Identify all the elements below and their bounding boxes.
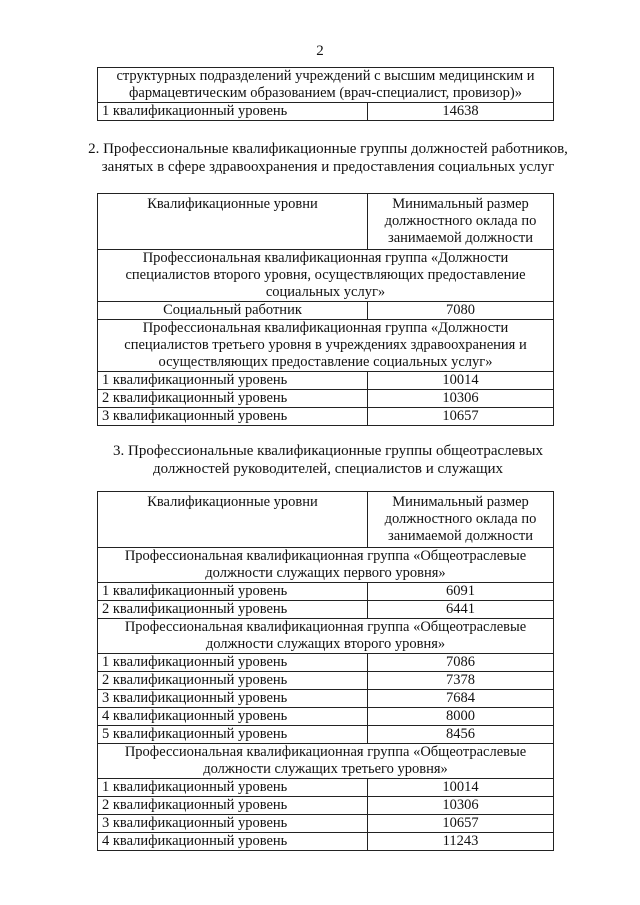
- level-cell: 3 квалификационный уровень: [98, 408, 368, 426]
- table-row: [98, 583, 554, 601]
- salary-cell: 7684: [368, 690, 554, 708]
- table-row: [98, 708, 554, 726]
- salary-cell: 7378: [368, 672, 554, 690]
- table-row: [98, 690, 554, 708]
- text-line: Профессиональная квалификационная группа «Общеотраслевые: [124, 619, 527, 635]
- table-row: [98, 372, 554, 390]
- level-cell: 1 квалификационный уровень: [98, 779, 368, 797]
- level-cell: Социальный работник: [98, 302, 368, 320]
- salary-cell: 7086: [368, 654, 554, 672]
- salary-cell: 8000: [368, 708, 554, 726]
- text-line: 2. Профессиональные квалификационные группы должностей работников,: [88, 141, 568, 157]
- table-row: [98, 619, 554, 654]
- salary-cell: 10657: [368, 408, 554, 426]
- text-line: должности служащих третьего уровня»: [203, 761, 448, 777]
- salary-cell: 10014: [368, 779, 554, 797]
- table-row: [98, 408, 554, 426]
- salary-cell: 11243: [368, 833, 554, 851]
- text-line: должностей руководителей, специалистов и служащих: [152, 461, 504, 477]
- text-line: занятых в сфере здравоохранения и предоставления социальных услуг: [101, 159, 555, 175]
- level-cell: 3 квалификационный уровень: [98, 815, 368, 833]
- table-row: [98, 320, 554, 372]
- table-continuation: [97, 67, 554, 121]
- table-header-row: [98, 492, 554, 548]
- table-row: [98, 601, 554, 619]
- column-header-levels: Квалификационные уровни: [98, 194, 368, 250]
- page-number: 2: [316, 43, 324, 59]
- text-line: должности служащих второго уровня»: [205, 636, 446, 652]
- text-line: специалистов третьего уровня в учреждениях здравоохранения и: [124, 337, 527, 353]
- table-row: [98, 103, 554, 121]
- salary-cell: 10306: [368, 797, 554, 815]
- salary-cell: 10014: [368, 372, 554, 390]
- group-header-cell: [98, 548, 554, 583]
- text-line: должности служащих первого уровня»: [205, 565, 446, 581]
- text-line: Профессиональная квалификационная группа «Общеотраслевые: [124, 744, 527, 760]
- column-header-salary: [368, 194, 554, 250]
- column-header-salary: [368, 492, 554, 548]
- level-cell: 4 квалификационный уровень: [98, 708, 368, 726]
- text-line: фармацевтическим образованием (врач-специалист, провизор)»: [129, 85, 522, 101]
- level-cell: 2 квалификационный уровень: [98, 797, 368, 815]
- level-cell: 1 квалификационный уровень: [98, 372, 368, 390]
- table-row: [98, 302, 554, 320]
- level-cell: 2 квалификационный уровень: [98, 390, 368, 408]
- text-line: Профессиональная квалификационная группа «Общеотраслевые: [124, 548, 527, 564]
- text-line: Минимальный размер: [392, 494, 529, 510]
- text-line: специалистов второго уровня, осуществляющих предоставление: [125, 267, 526, 283]
- level-cell: 3 квалификационный уровень: [98, 690, 368, 708]
- text-line: структурных подразделений учреждений с высшим медицинским и: [116, 68, 535, 84]
- column-header-levels: Квалификационные уровни: [98, 492, 368, 548]
- table-row: [98, 654, 554, 672]
- level-cell: 5 квалификационный уровень: [98, 726, 368, 744]
- group-header-cell: [98, 250, 554, 302]
- text-line: занимаемой должности: [387, 230, 534, 246]
- table-row: [98, 68, 554, 103]
- text-line: должностного оклада по: [384, 213, 537, 229]
- salary-cell: 10657: [368, 815, 554, 833]
- salary-cell: 6441: [368, 601, 554, 619]
- level-cell: 2 квалификационный уровень: [98, 601, 368, 619]
- text-line: должностного оклада по: [384, 511, 537, 527]
- table-row: [98, 390, 554, 408]
- text-line: занимаемой должности: [387, 528, 534, 544]
- level-cell: 1 квалификационный уровень: [98, 654, 368, 672]
- salary-cell: 14638: [368, 103, 554, 121]
- table-row: [98, 726, 554, 744]
- section-2-title: [8, 140, 640, 176]
- table-row: [98, 744, 554, 779]
- group-header-cell: [98, 320, 554, 372]
- text-line: 3. Профессиональные квалификационные группы общеотраслевых: [113, 443, 543, 459]
- group-header-cell: [98, 619, 554, 654]
- salary-cell: 6091: [368, 583, 554, 601]
- level-cell: 1 квалификационный уровень: [98, 103, 368, 121]
- table-row: [98, 797, 554, 815]
- text-line: Минимальный размер: [392, 196, 529, 212]
- table-row: [98, 672, 554, 690]
- salary-cell: 10306: [368, 390, 554, 408]
- table-row: [98, 250, 554, 302]
- level-cell: 4 квалификационный уровень: [98, 833, 368, 851]
- salary-cell: 7080: [368, 302, 554, 320]
- table-row: [98, 833, 554, 851]
- text-line: социальных услуг»: [265, 284, 386, 300]
- section-3-title: [8, 442, 640, 478]
- text-line: Профессиональная квалификационная группа «Должности: [142, 250, 509, 266]
- group-header-cell: [98, 744, 554, 779]
- table-section-3: [97, 491, 554, 851]
- salary-cell: 8456: [368, 726, 554, 744]
- table-header-row: [98, 194, 554, 250]
- level-cell: 2 квалификационный уровень: [98, 672, 368, 690]
- table-row: [98, 815, 554, 833]
- text-line: Профессиональная квалификационная группа «Должности: [142, 320, 509, 336]
- text-line: осуществляющих предоставление социальных услуг»: [158, 354, 493, 370]
- table-row: [98, 548, 554, 583]
- group-header-cell: [98, 68, 554, 103]
- table-section-2: [97, 193, 554, 426]
- level-cell: 1 квалификационный уровень: [98, 583, 368, 601]
- table-row: [98, 779, 554, 797]
